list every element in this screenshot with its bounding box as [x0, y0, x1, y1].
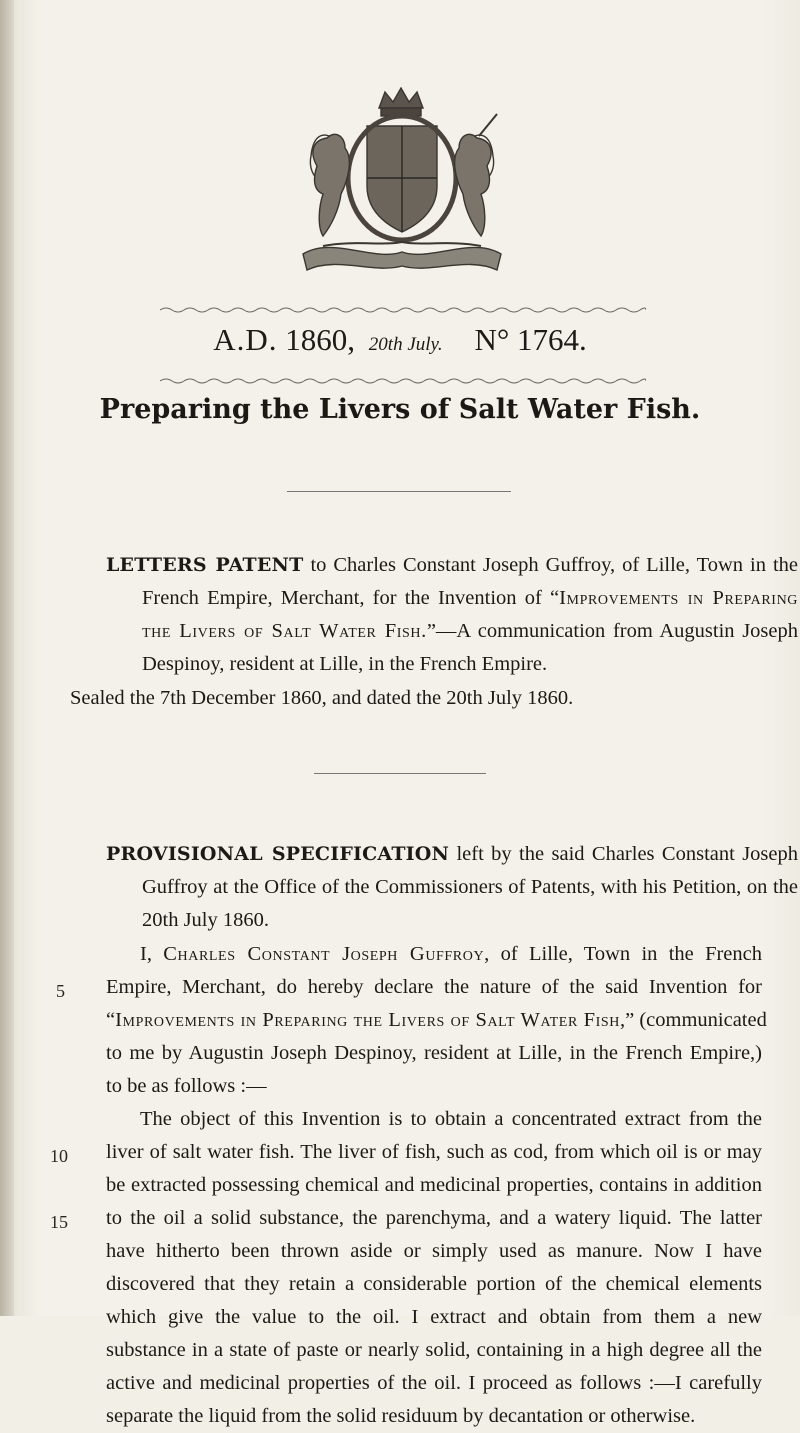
provisional-specification-text: left by the said Charles Constant Joseph Guffroy at the Office of the Commissioners of Patents, with his Petition, on the 20th July 1860.	[142, 843, 798, 931]
anno-domini: A.D.	[213, 322, 278, 357]
letters-patent-paragraph	[106, 549, 798, 681]
body-line: be extracted possessing chemical and medicinal properties, contains in addition	[106, 1174, 762, 1196]
sealed-line: Sealed the 7th December 1860, and dated the 20th July 1860.	[70, 687, 574, 709]
body-line: Empire, Merchant, do hereby declare the nature of the said Invention for	[106, 976, 762, 998]
lower-wavy-rule	[160, 377, 646, 385]
invention-name: Improvements in Preparing the Livers of Salt Water Fish.	[142, 587, 798, 642]
section-divider	[314, 773, 486, 774]
body-line: substance in a state of paste or nearly solid, containing in a high degree all the	[106, 1339, 762, 1361]
body-line: I, Charles Constant Joseph Guffroy, of Lille, Town in the French	[140, 943, 762, 965]
body-line: separate the liquid from the solid residuum by decantation or otherwise.	[106, 1405, 696, 1427]
patent-date: 20th July.	[368, 334, 443, 355]
body-line: have hitherto been thrown aside or simply used as manure. Now I have	[106, 1240, 762, 1262]
line-number: 10	[50, 1146, 68, 1166]
provisional-specification-lead: PROVISIONAL SPECIFICATION	[106, 843, 450, 865]
patent-number: N° 1764.	[474, 322, 587, 357]
line-number: 15	[50, 1212, 68, 1232]
patent-title: Preparing the Livers of Salt Water Fish.	[99, 394, 701, 425]
upper-wavy-rule	[160, 306, 646, 314]
body-line: which give the value to the oil. I extract and obtain from them a new	[106, 1306, 762, 1328]
royal-coat-of-arms-icon	[283, 86, 521, 278]
binding-edge	[0, 0, 14, 1316]
letters-patent-lead: LETTERS PATENT	[106, 554, 304, 576]
body-line: active and medicinal properties of the oil. I proceed as follows :—I carefully	[106, 1372, 762, 1394]
line-number: 5	[56, 981, 65, 1001]
specification-body	[106, 938, 767, 1433]
letters-patent-text-2: ”—A communication from Augustin Joseph Despinoy, resident at Lille, in the French Empire.	[142, 620, 798, 675]
body-line: to the oil a solid substance, the parenchyma, and a watery liquid. The latter	[106, 1207, 762, 1229]
body-line: liver of salt water fish. The liver of fish, such as cod, from which oil is or may	[106, 1141, 762, 1163]
body-line: discovered that they retain a considerable portion of the chemical elements	[106, 1273, 762, 1295]
provisional-specification-paragraph	[106, 838, 798, 937]
title-divider	[287, 491, 511, 492]
body-line: “Improvements in Preparing the Livers of Salt Water Fish,” (communicated	[106, 1009, 767, 1031]
letters-patent-text-1: to Charles Constant Joseph Guffroy, of Lille, Town in the French Empire, Merchant, for the Invention of “	[142, 554, 798, 609]
patent-date-line	[0, 320, 800, 365]
body-line: to be as follows :—	[106, 1075, 267, 1097]
patent-year: 1860,	[285, 322, 356, 357]
body-line: The object of this Invention is to obtain a concentrated extract from the	[140, 1108, 762, 1130]
body-line: to me by Augustin Joseph Despinoy, resident at Lille, in the French Empire,)	[106, 1042, 762, 1064]
